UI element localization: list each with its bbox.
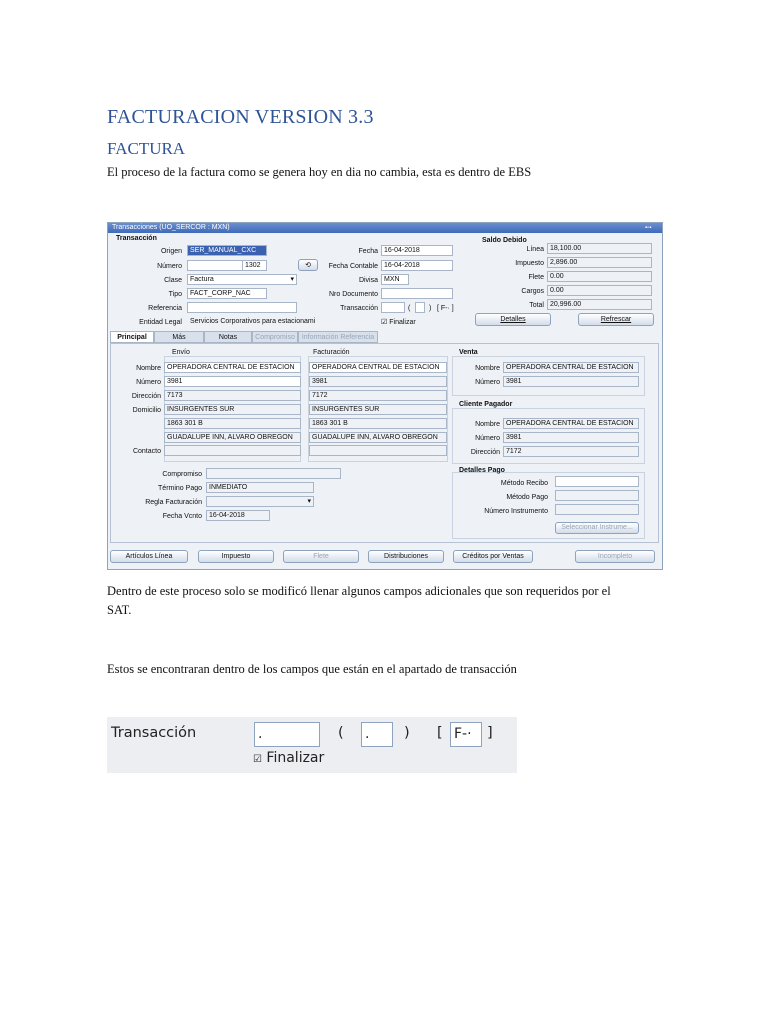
cargos-field: 0.00 — [547, 285, 652, 296]
transaccion-zoom-screenshot — [107, 717, 517, 773]
finalizar-checkbox[interactable] — [381, 318, 416, 326]
zoom-paren-close: ) — [404, 725, 410, 741]
clase-label: Clase — [164, 277, 182, 284]
creditos-por-ventas-button[interactable]: Créditos por Ventas — [453, 550, 533, 563]
tab-mas[interactable]: Más — [154, 331, 204, 343]
nro-documento-field[interactable] — [381, 288, 453, 299]
linea-field: 18,100.00 — [547, 243, 652, 254]
cliente-numero-field: 3981 — [503, 432, 639, 443]
venta-nombre-field: OPERADORA CENTRAL DE ESTACION — [503, 362, 639, 373]
zoom-finalizar-label: Finalizar — [266, 750, 325, 766]
tab-informacion-referencia[interactable]: Información Referencia — [298, 331, 378, 343]
zoom-transaccion-field[interactable]: . — [254, 722, 320, 747]
zoom-paren-open: ( — [338, 725, 344, 741]
cliente-pagador-header: Cliente Pagador — [459, 401, 513, 408]
envio-direccion-field: 7173 — [164, 390, 301, 401]
envio-domicilio-label: Domicilio — [132, 407, 161, 414]
refrescar-button[interactable]: Refrescar — [578, 313, 654, 326]
termino-pago-field[interactable]: INMEDIATO — [206, 482, 314, 493]
checkbox-icon: ☑ — [381, 319, 388, 326]
total-label: Total — [529, 302, 544, 309]
envio-nombre-field[interactable]: OPERADORA CENTRAL DE ESTACION — [164, 362, 301, 373]
envio-domicilio-3: GUADALUPE INN, ALVARO OBREGON — [164, 432, 301, 443]
envio-direccion-label: Dirección — [131, 393, 161, 400]
cargos-label: Cargos — [521, 288, 544, 295]
numero-field[interactable]: 1302 — [242, 260, 267, 271]
envio-nombre-label: Nombre — [136, 365, 161, 372]
transaccion-label: Transacción — [340, 305, 378, 312]
nro-documento-label: Nro Documento — [328, 291, 378, 298]
origen-label: Origen — [160, 248, 182, 255]
total-field: 20,996.00 — [547, 299, 652, 310]
detalles-pago-header: Detalles Pago — [459, 467, 505, 474]
tab-bar — [108, 331, 662, 343]
tipo-field[interactable]: FACT_CORP_NAC — [187, 288, 267, 299]
envio-domicilio-2: 1863 301 B — [164, 418, 301, 429]
cliente-direccion-field: 7172 — [503, 446, 639, 457]
window-titlebar — [108, 223, 662, 233]
transaccion-field[interactable] — [381, 302, 405, 313]
metodo-pago-label: Método Pago — [506, 494, 548, 501]
facturacion-domicilio-2: 1863 301 B — [309, 418, 447, 429]
cliente-nombre-label: Nombre — [475, 421, 500, 428]
referencia-label: Referencia — [148, 305, 182, 312]
fecha-vcto-field[interactable]: 16-04-2018 — [206, 510, 270, 521]
referencia-field[interactable] — [187, 302, 297, 313]
termino-pago-label: Término Pago — [158, 485, 202, 492]
impuesto-field: 2,896.00 — [547, 257, 652, 268]
envio-contacto-label: Contacto — [132, 448, 161, 455]
zoom-finalizar-checkbox[interactable] — [253, 750, 324, 766]
compromiso-field[interactable] — [206, 468, 341, 479]
facturacion-direccion-field: 7172 — [309, 390, 447, 401]
doc-subtitle: FACTURA — [107, 139, 186, 158]
transaccion-header: Transacción — [116, 235, 157, 242]
venta-numero-label: Número — [475, 379, 500, 386]
ebs-transactions-screenshot — [107, 222, 663, 570]
venta-header: Venta — [459, 349, 478, 356]
tipo-label: Tipo — [168, 291, 182, 298]
zoom-bracket-open: [ — [437, 725, 443, 741]
entidad-label: Entidad Legal — [139, 319, 182, 326]
facturacion-contacto-field[interactable] — [309, 445, 447, 456]
paragraph-sat-line2: SAT. — [107, 603, 132, 617]
flete-field: 0.00 — [547, 271, 652, 282]
envio-numero-field[interactable]: 3981 — [164, 376, 301, 387]
paragraph-intro: El proceso de la factura como se genera hoy en dia no cambia, esta es dentro de EBS — [107, 165, 532, 179]
clase-value: Factura — [190, 276, 214, 283]
clase-select[interactable] — [187, 274, 297, 285]
envio-header: Envío — [172, 349, 190, 356]
fecha-field[interactable]: 16-04-2018 — [381, 245, 453, 256]
divisa-label: Divisa — [358, 277, 378, 284]
flete-button[interactable]: Flete — [283, 550, 359, 563]
numero-instrumento-label: Número Instrumento — [484, 508, 548, 515]
zoom-transaccion-label: Transacción — [111, 725, 197, 741]
tab-compromiso[interactable]: Compromiso — [252, 331, 298, 343]
cliente-direccion-label: Dirección — [470, 449, 500, 456]
tab-principal[interactable]: Principal — [110, 331, 154, 343]
cliente-numero-label: Número — [475, 435, 500, 442]
fecha-contable-label: Fecha Contable — [328, 263, 378, 270]
articulos-linea-button[interactable]: Artículos Línea — [110, 550, 188, 563]
regla-facturacion-label: Regla Facturación — [145, 499, 202, 506]
zoom-transaccion-field-2[interactable]: . — [361, 722, 393, 747]
metodo-recibo-field[interactable] — [555, 476, 639, 487]
seleccionar-instrumento-button[interactable]: Seleccionar Instrume... — [555, 522, 639, 534]
window-controls-icon[interactable]: ▪▫▪ — [645, 225, 652, 231]
metodo-recibo-label: Método Recibo — [500, 480, 548, 487]
zoom-transaccion-field-3[interactable]: F-· — [450, 722, 482, 747]
lov-button[interactable]: ⟲ — [298, 259, 318, 271]
fecha-label: Fecha — [358, 248, 378, 255]
venta-numero-field: 3981 — [503, 376, 639, 387]
paragraph-sat-line1: Dentro de este proceso solo se modificó llenar algunos campos adicionales que son requeridos por el — [107, 584, 611, 598]
facturacion-domicilio-1: INSURGENTES SUR — [309, 404, 447, 415]
divisa-field[interactable]: MXN — [381, 274, 409, 285]
facturacion-domicilio-3: GUADALUPE INN, ALVARO OBREGON — [309, 432, 447, 443]
flete-label: Flete — [528, 274, 544, 281]
fecha-vcto-label: Fecha Vcnto — [162, 513, 202, 520]
origen-field[interactable]: SER_MANUAL_CXC — [187, 245, 267, 256]
entidad-field: Servicios Corporativos para estacionami — [187, 316, 322, 327]
venta-nombre-label: Nombre — [475, 365, 500, 372]
distribuciones-button[interactable]: Distribuciones — [368, 550, 444, 563]
facturacion-header: Facturación — [313, 349, 350, 356]
doc-title: FACTURACION VERSION 3.3 — [107, 106, 374, 128]
linea-label: Línea — [526, 246, 544, 253]
paren-close: ) — [429, 305, 432, 312]
envio-numero-label: Número — [136, 379, 161, 386]
numero-label: Número — [157, 263, 182, 270]
tab-notas[interactable]: Notas — [204, 331, 252, 343]
metodo-pago-field — [555, 490, 639, 501]
window-title: Transacciones (UO_SERCOR : MXN) — [112, 224, 230, 231]
paren-open: ( — [408, 305, 411, 312]
impuesto-label: Impuesto — [515, 260, 544, 267]
incompleto-button[interactable]: Incompleto — [575, 550, 655, 563]
envio-domicilio-1: INSURGENTES SUR — [164, 404, 301, 415]
facturacion-numero-field: 3981 — [309, 376, 447, 387]
transaccion-field-2[interactable] — [415, 302, 425, 313]
envio-contacto-field[interactable] — [164, 445, 301, 456]
impuesto-button[interactable]: Impuesto — [198, 550, 274, 563]
fecha-contable-field[interactable]: 16-04-2018 — [381, 260, 453, 271]
checkbox-icon: ☑ — [253, 754, 262, 765]
bracket-field[interactable]: [ F-· ] — [437, 305, 454, 312]
numero-instrumento-field — [555, 504, 639, 515]
detalles-button[interactable]: Detalles — [475, 313, 551, 326]
regla-facturacion-select[interactable] — [206, 496, 314, 507]
chevron-down-icon: ▾ — [290, 276, 294, 283]
saldo-header: Saldo Debido — [482, 237, 527, 244]
paragraph-campos: Estos se encontraran dentro de los campos que están en el apartado de transacción — [107, 662, 517, 676]
compromiso-label: Compromiso — [162, 471, 202, 478]
zoom-bracket-close: ] — [487, 725, 493, 741]
finalizar-label: Finalizar — [389, 319, 416, 326]
facturacion-nombre-field[interactable]: OPERADORA CENTRAL DE ESTACION — [309, 362, 447, 373]
chevron-down-icon: ▾ — [307, 498, 311, 505]
numero-field-a[interactable] — [187, 260, 245, 271]
cliente-nombre-field: OPERADORA CENTRAL DE ESTACION — [503, 418, 639, 429]
